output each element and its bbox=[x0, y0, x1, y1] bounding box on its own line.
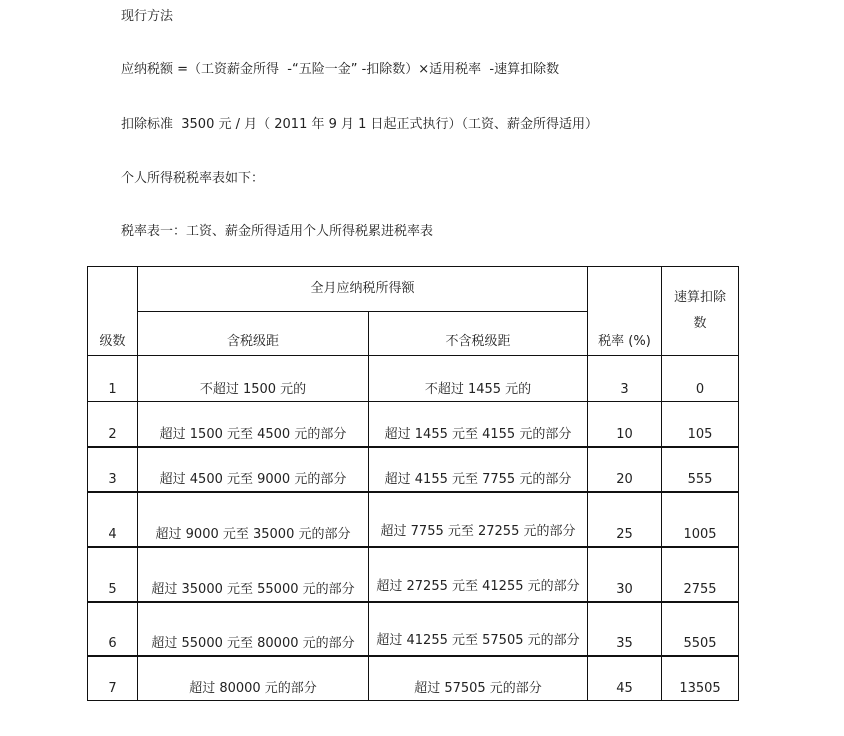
cell-level: 5 bbox=[88, 547, 138, 602]
cell-deduct: 105 bbox=[662, 402, 739, 447]
cell-incl: 不超过 1500 元的 bbox=[138, 356, 369, 402]
cell-incl: 超过 80000 元的部分 bbox=[138, 656, 369, 701]
table-row bbox=[88, 547, 739, 602]
cell-level: 4 bbox=[88, 492, 138, 547]
cell-rate: 10 bbox=[588, 402, 662, 447]
header-group: 全月应纳税所得额 bbox=[138, 267, 588, 312]
cell-level: 1 bbox=[88, 356, 138, 402]
cell-rate: 30 bbox=[588, 547, 662, 602]
cell-level: 3 bbox=[88, 447, 138, 492]
heading-text: 现行方法 bbox=[121, 9, 174, 24]
cell-excl: 超过 27255 元至 41255 元的部分 bbox=[369, 547, 588, 602]
table-row bbox=[88, 656, 739, 701]
table-caption: 税率表一：工资、薪金所得适用个人所得税累进税率表 bbox=[121, 224, 434, 239]
cell-incl: 超过 9000 元至 35000 元的部分 bbox=[138, 492, 369, 547]
cell-level: 7 bbox=[88, 656, 138, 701]
header-incl: 含税级距 bbox=[138, 312, 369, 356]
cell-level: 2 bbox=[88, 402, 138, 447]
cell-incl: 超过 55000 元至 80000 元的部分 bbox=[138, 602, 369, 656]
intro-text: 个人所得税税率表如下： bbox=[121, 171, 265, 186]
table-row bbox=[88, 356, 739, 402]
cell-excl: 超过 41255 元至 57505 元的部分 bbox=[369, 602, 588, 656]
cell-rate: 25 bbox=[588, 492, 662, 547]
cell-excl: 超过 1455 元至 4155 元的部分 bbox=[369, 402, 588, 447]
standard-text: 扣除标准 3500 元 / 月（ 2011 年 9 月 1 日起正式执行）（工资、薪金所得适用） bbox=[121, 117, 599, 132]
header-level: 级数 bbox=[88, 267, 138, 356]
cell-rate: 35 bbox=[588, 602, 662, 656]
table-row bbox=[88, 447, 739, 492]
header-excl: 不含税级距 bbox=[369, 312, 588, 356]
cell-level: 6 bbox=[88, 602, 138, 656]
cell-incl: 超过 35000 元至 55000 元的部分 bbox=[138, 547, 369, 602]
cell-incl: 超过 4500 元至 9000 元的部分 bbox=[138, 447, 369, 492]
table-row bbox=[88, 402, 739, 447]
cell-deduct: 0 bbox=[662, 356, 739, 402]
header-rate: 税率 (%) bbox=[588, 267, 662, 356]
cell-deduct: 13505 bbox=[662, 656, 739, 701]
cell-deduct: 2755 bbox=[662, 547, 739, 602]
cell-deduct: 5505 bbox=[662, 602, 739, 656]
table-row bbox=[88, 492, 739, 547]
cell-deduct: 555 bbox=[662, 447, 739, 492]
cell-incl: 超过 1500 元至 4500 元的部分 bbox=[138, 402, 369, 447]
cell-rate: 45 bbox=[588, 656, 662, 701]
cell-deduct: 1005 bbox=[662, 492, 739, 547]
cell-rate: 3 bbox=[588, 356, 662, 402]
tax-rate-table bbox=[87, 266, 739, 701]
table-row bbox=[88, 602, 739, 656]
cell-rate: 20 bbox=[588, 447, 662, 492]
cell-excl: 超过 57505 元的部分 bbox=[369, 656, 588, 701]
cell-excl: 超过 7755 元至 27255 元的部分 bbox=[369, 492, 588, 547]
formula-text: 应纳税额 =（工资薪金所得 -“五险一金” -扣除数）×适用税率 -速算扣除数 bbox=[121, 62, 560, 77]
header-deduct: 速算扣除数 bbox=[662, 267, 739, 356]
cell-excl: 不超过 1455 元的 bbox=[369, 356, 588, 402]
cell-excl: 超过 4155 元至 7755 元的部分 bbox=[369, 447, 588, 492]
